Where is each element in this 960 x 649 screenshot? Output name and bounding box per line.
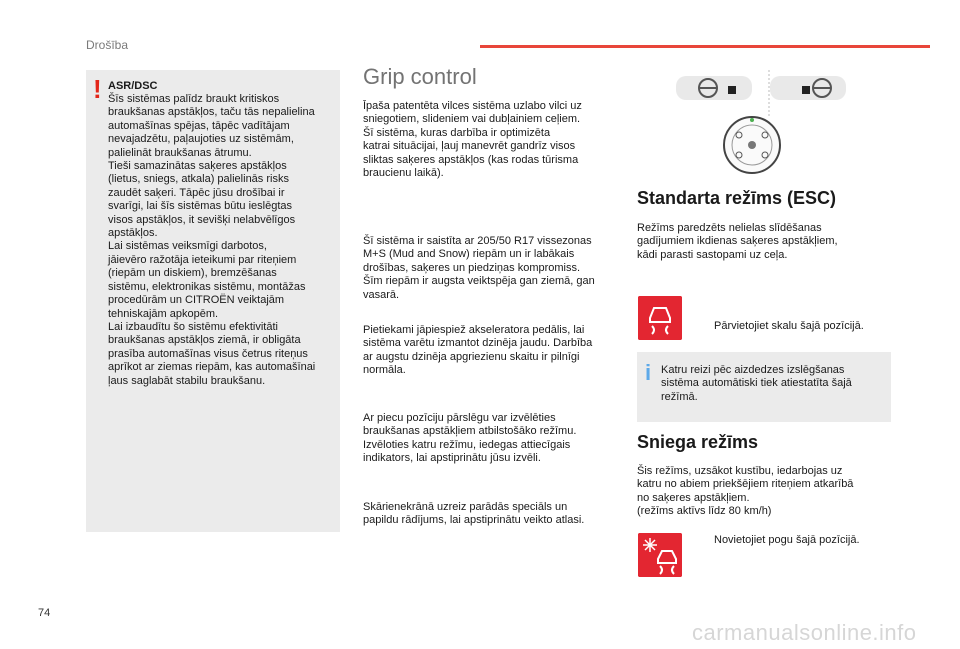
- grip-title: Grip control: [363, 64, 477, 89]
- esc-title: Standarta režīms (ESC): [637, 188, 837, 208]
- grip-control-dial-icon: [672, 68, 852, 178]
- snow-instruction: Novietojiet pogu šajā pozīcijā.: [714, 534, 860, 546]
- exclamation-icon: !: [93, 74, 102, 104]
- info-text: Katru reizi pēc aizdedzes izslēgšanas sistēma automātiski tiek atiestatīta šajā režīmā.: [661, 364, 852, 403]
- snow-mode-icon: [638, 533, 682, 577]
- esc-mode-icon: [638, 296, 682, 340]
- header-divider: [480, 45, 930, 48]
- grip-paragraph-1: Īpaša patentēta vilces sistēma uzlabo vilci uz sniegotiem, slideniem vai dubļainiem ceļiem. Šī sistēma, kuras darbība ir optimizēta katrai situācijai, ļauj manevrēt gandrīz visos sliktas saķeres apstākļos (kas rodas tūrisma braucienu laikā).: [363, 100, 582, 180]
- section-label: Drošība: [86, 38, 129, 52]
- page-number: 74: [38, 607, 51, 619]
- grip-paragraph-3: Pietiekami jāpiespiež akseleratora pedālis, lai sistēma varētu izmantot dzinēja jaudu. Darbība ar augstu dzinēja apgriezienu skaitu ir pilnīgi normāla.: [363, 324, 593, 377]
- grip-paragraph-2: Šī sistēma ir saistīta ar 205/50 R17 vissezonas M+S (Mud and Snow) riepām un ir labākais drošības, saķeres un piedziņas kompromiss. Šīm riepām ir augsta veiktspēja gan ziemā, gan vasarā.: [363, 235, 595, 301]
- grip-paragraph-5: Skārienekrānā uzreiz parādās speciāls un papildu rādījums, lai apstiprinātu veikto atlasi.: [363, 501, 585, 527]
- warning-text: Šīs sistēmas palīdz braukt kritiskos braukšanas apstākļos, taču tās nepalielina automašīnas spējas, tāpēc vadītājam nevajadzētu, paļaujoties uz sistēmām, palielināt braukšanas ātrumu. Tieši samazinātas saķeres apstākļos (lietus, sniegs, atkala) palielinās risks zaudēt saķeri. Tāpēc jūsu drošībai ir svarīgi, lai šīs sistēmas būtu ieslēgtas visos apstākļos, it sevišķi nelabvēlīgos apstākļos. Lai sistēmas veiksmīgi darbotos, jāievēro ražotāja ieteikumi par riteņiem (riepām un diskiem), bremzēšanas sistēmu, elektronikas sistēmu, montāžas procedūrām un CITROËN veiktajām tehniskajām apkopēm. Lai izbaudītu šo sistēmu efektivitāti braukšanas apstākļos ziemā, ir obligāta prasība automašīnas visus četrus riteņus aprīkot ar ziemas riepām, kas automašīnai ļaus saglabāt stabilu braukšanu.: [108, 93, 316, 387]
- info-icon: i: [645, 360, 652, 385]
- snow-title: Sniega režīms: [637, 432, 759, 452]
- esc-instruction: Pārvietojiet skalu šajā pozīcijā.: [714, 320, 864, 332]
- snow-text: Šis režīms, uzsākot kustību, iedarbojas uz katru no abiem priekšējiem riteņiem atkarībā no saķeres apstākļiem. (režīms aktīvs līdz 80 km/h): [637, 465, 854, 518]
- watermark: carmanualsonline.info: [692, 620, 917, 645]
- esc-text: Režīms paredzēts nelielas slīdēšanas gadījumiem ikdienas saķeres apstākļiem, kādi parasti sastopami uz ceļa.: [637, 222, 838, 261]
- grip-paragraph-4: Ar piecu pozīciju pārslēgu var izvēlēties braukšanas apstākļiem atbilstošāko režīmu. Izvēloties katru režīmu, iedegas attiecīgais indikators, lai apstiprinātu jūsu izvēli.: [363, 412, 577, 465]
- warning-title: ASR/DSC: [108, 80, 158, 92]
